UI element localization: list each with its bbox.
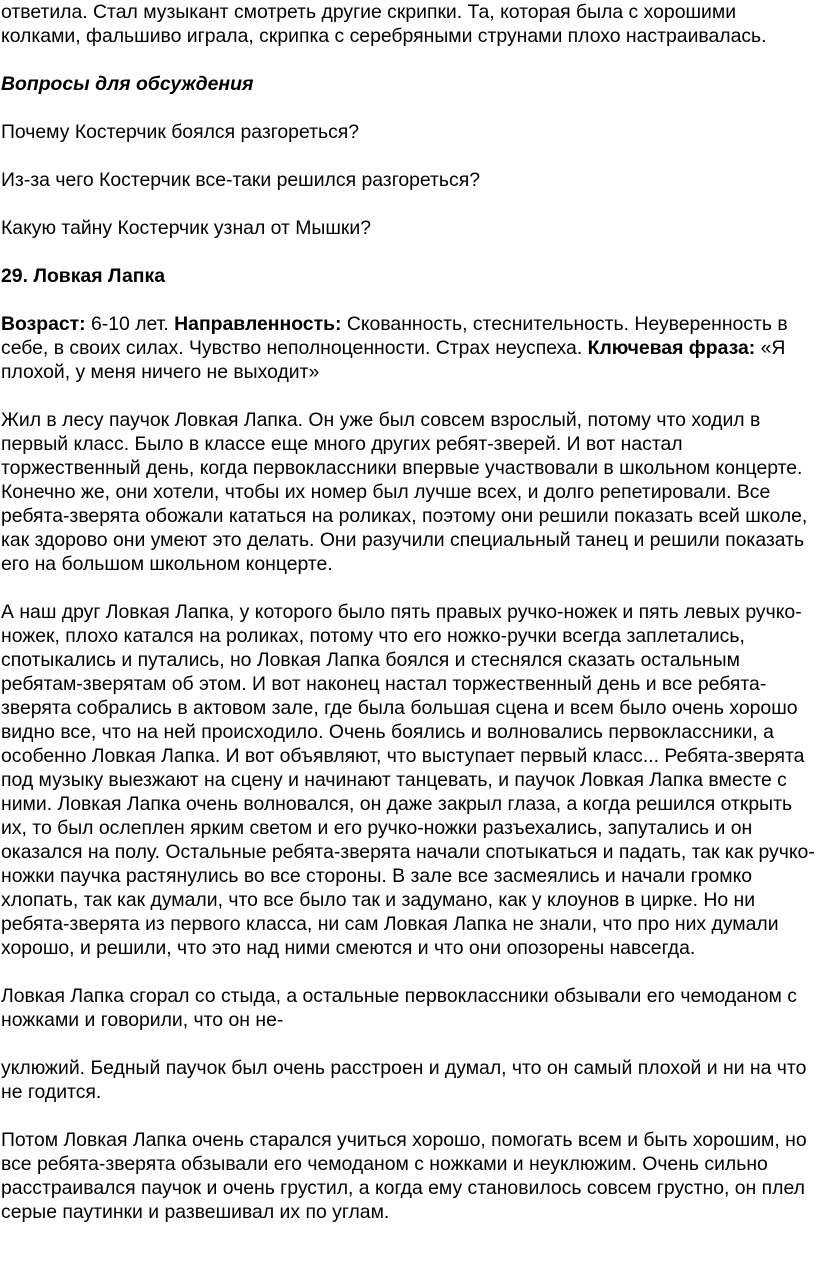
questions-heading: Вопросы для обсуждения [1, 73, 254, 95]
age-value: 6-10 лет. [85, 313, 175, 335]
intro-paragraph: ответила. Стал музыкант смотреть другие скрипки. Та, которая была с хорошими колками, фальшиво играла, скрипка с серебряными струнами плохо настраивалась. [1, 1, 767, 47]
story-paragraph: А наш друг Ловкая Лапка, у которого было пять правых ручко-ножек и пять левых ручко-ножек, плохо катался на роликах, потому что его ножко-ручки всегда заплетались, спотыкались и путались, но Ловкая Лапка боялся и стеснялся сказать остальным ребятам-зверятам об этом. И вот наконец настал торжественный день и все ребята-зверята собрались в актовом зале, где была большая сцена и всем было очень хорошо видно все, что на ней происходило. Очень боялись и волновались первоклассники, а особенно Ловкая Лапка. И вот объявляют, что выступает первый класс... Ребята-зверята под музыку выезжают на сцену и начинают танцевать, и паучок Ловкая Лапка вместе с ними. Ловкая Лапка очень волновался, он даже закрыл глаза, а когда решился открыть их, то был ослеплен ярким светом и его ручко-ножки разъехались, запутались и он оказался на полу. Остальные ребята-зверята начали спотыкаться и падать, так как ручко-ножки паучка растянулись во все стороны. В зале все засмеялись и начали громко хлопать, так как думали, что все было так и задумано, как у клоунов в цирке. Но ни ребята-зверята из первого класса, ни сам Ловкая Лапка не знали, что про них думали хорошо, и решили, что это над ними смеются и что они опозорены навсегда. [1, 601, 815, 959]
story-title: 29. Ловкая Лапка [1, 265, 165, 287]
direction-label: Направленность: [174, 313, 342, 335]
question-item: Из-за чего Костерчик все-таки решился разгореться? [1, 169, 481, 191]
question-item: Какую тайну Костерчик узнал от Мышки? [1, 217, 372, 239]
question-item: Почему Костерчик боялся разгореться? [1, 121, 360, 143]
story-paragraph: Жил в лесу паучок Ловкая Лапка. Он уже был совсем взрослый, потому что ходил в первый класс. Было в классе еще много других ребят-зверей. И вот настал торжественный день, когда первоклассники впервые участвовали в школьном концерте. Конечно же, они хотели, чтобы их номер был лучше всех, и долго репетировали. Все ребята-зверята обожали кататься на роликах, поэтому они решили показать всей школе, как здорово они умеют это делать. Они разучили специальный танец и решили показать его на большом школьном концерте. [1, 409, 808, 575]
story-paragraph: Потом Ловкая Лапка очень старался учиться хорошо, помогать всем и быть хорошим, но все ребята-зверята обзывали его чемоданом с ножками и неуклюжим. Очень сильно расстраивался паучок и очень грустил, а когда ему становилось совсем грустно, он плел серые паутинки и развешивал их по углам. [1, 1129, 807, 1223]
key-phrase-label: Ключевая фраза: [587, 337, 756, 359]
story-paragraph: уклюжий. Бедный паучок был очень расстроен и думал, что он самый плохой и ни на что не годится. [1, 1057, 807, 1103]
key-phrase-value: «Я плохой, у меня ничего не выходит» [1, 337, 786, 383]
story-meta [1, 312, 816, 384]
story-paragraph: Ловкая Лапка сгорал со стыда, а остальные первоклассники обзывали его чемоданом с ножками и говорили, что он не- [1, 985, 797, 1031]
direction-value: Скованность, стеснительность. Неуверенность в себе, в своих силах. Чувство неполноценности. Страх неуспеха. [1, 313, 788, 359]
age-label: Возраст: [1, 313, 86, 335]
